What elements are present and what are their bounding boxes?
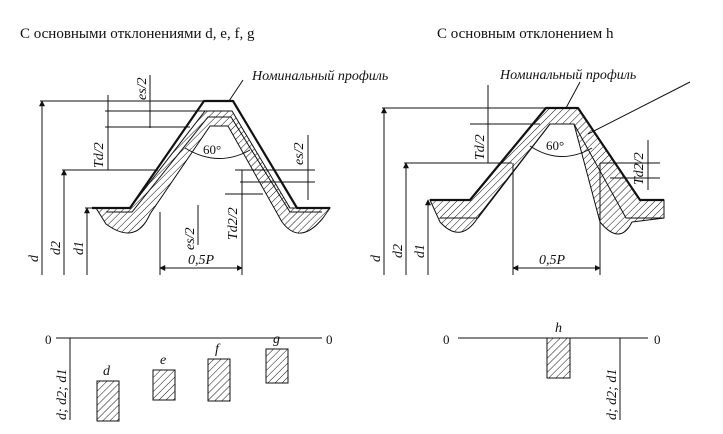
field-d [97,381,119,421]
left-td2-label: Td2/2 [226,207,241,240]
right-angle-label: 60° [546,138,565,153]
left-angle-label: 60° [203,142,222,157]
right-zero-right: 0 [654,332,661,347]
left-td-label: Td/2 [92,142,107,168]
right-td2-label: Td2/2 [632,152,647,185]
left-es-top-label: es/2 [135,77,150,100]
left-d-label: d [27,255,42,262]
field-label-h: h [555,321,562,336]
left-d2-label: d2 [49,241,64,255]
left-axis-label: d; d2; d1 [55,368,70,420]
right-d2-label: d2 [391,244,406,258]
right-d-label: d [369,255,384,262]
left-es-bottom-label: es/2 [183,227,198,250]
right-nominal-label: Номинальный профиль [500,68,637,83]
right-td-label: Td/2 [473,134,488,160]
field-g [266,349,288,383]
right-axis-label: d; d2; d1 [605,368,620,420]
right-zero-left: 0 [443,332,450,347]
left-nominal-label: Номинальный профиль [252,69,389,84]
left-es-right-label: es/2 [292,142,307,165]
field-f [208,359,230,401]
field-label-e: e [160,353,167,368]
field-label-g: g [273,332,280,347]
left-pitch-label: 0,5P [188,253,215,268]
left-tolerance-fields [56,338,322,421]
field-h [547,338,570,378]
field-label-d: d [103,364,110,379]
right-tolerance-zone [430,108,664,234]
field-label-f: f [215,342,219,357]
left-tolerance-zone [96,111,330,233]
right-title: С основным отклонением h [437,26,614,42]
left-zero-left: 0 [45,332,52,347]
right-pitch-label: 0,5P [539,253,566,268]
left-title: С основными отклонениями d, e, f, g [20,26,255,42]
field-e [153,370,175,400]
left-zero-right: 0 [326,332,333,347]
right-d1-label: d1 [413,244,428,258]
left-d1-label: d1 [72,241,87,255]
